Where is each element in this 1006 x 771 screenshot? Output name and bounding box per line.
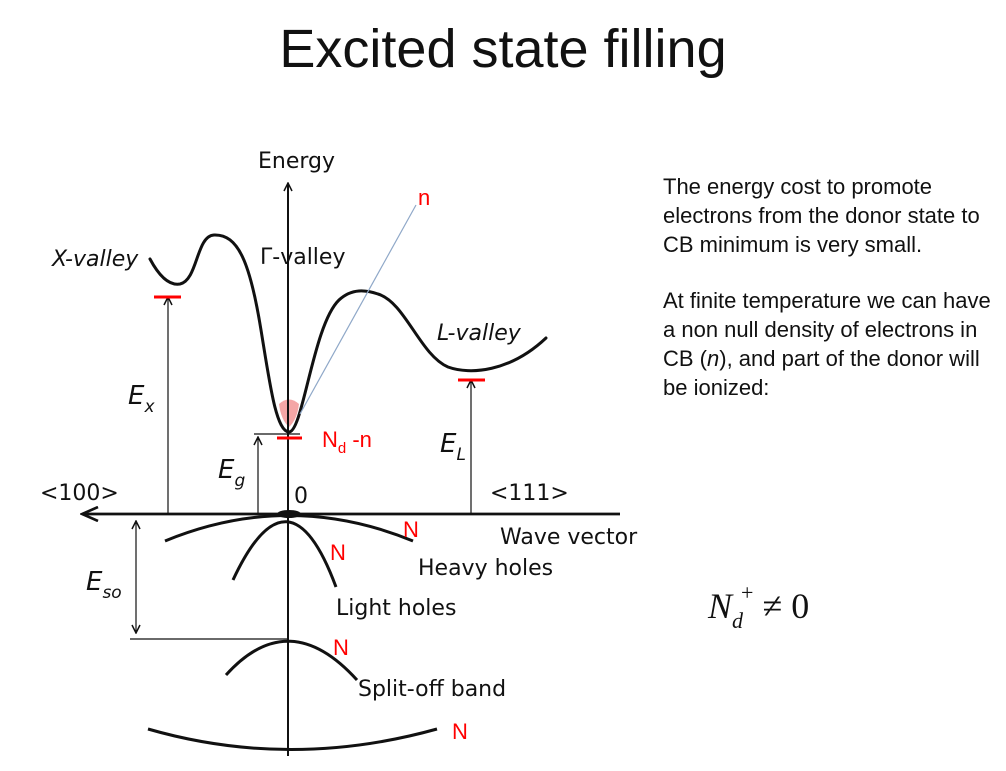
split-off-label: Split-off band <box>358 677 507 702</box>
N-label-lower: N <box>452 719 468 744</box>
origin-label: 0 <box>294 484 308 509</box>
explanation-text <box>663 172 998 402</box>
x-valley-label: X-valley <box>52 247 139 272</box>
eso-label: $E_{so}$ <box>86 567 122 603</box>
N-label-heavy: N <box>403 517 419 542</box>
nd-minus-n-label: $N_d$ -n <box>322 427 372 457</box>
wave-vector-label: Wave vector <box>500 525 638 550</box>
N-label-light: N <box>330 540 346 565</box>
l-valley-label: L-valley <box>437 321 521 346</box>
direction-111-label: <111> <box>490 481 569 506</box>
light-hole-band <box>233 522 336 587</box>
lower-band <box>148 729 437 750</box>
heavy-holes-label: Heavy holes <box>418 556 554 581</box>
energy-axis-label: Energy <box>258 149 336 174</box>
N-label-split: N <box>333 635 349 660</box>
origin-dot <box>277 510 301 518</box>
n-label: n <box>418 185 431 210</box>
ionized-donor-formula: $N_d^+ \ne 0$ <box>708 580 810 633</box>
eg-label: $E_g$ <box>218 455 246 491</box>
ex-label: $E_x$ <box>128 381 155 417</box>
paragraph-finite-temperature: At finite temperature we can have a non null density of electrons in CB (n), and part of the donor will be ionized: <box>663 288 991 400</box>
paragraph-energy-cost: The energy cost to promote electrons from the donor state to CB minimum is very small. <box>663 174 980 257</box>
slide-title: Excited state filling <box>279 19 727 79</box>
gamma-valley-label: Γ-valley <box>260 245 346 270</box>
light-holes-label: Light holes <box>336 596 457 621</box>
el-label: $E_L$ <box>440 429 466 465</box>
direction-100-label: <100> <box>40 481 119 506</box>
